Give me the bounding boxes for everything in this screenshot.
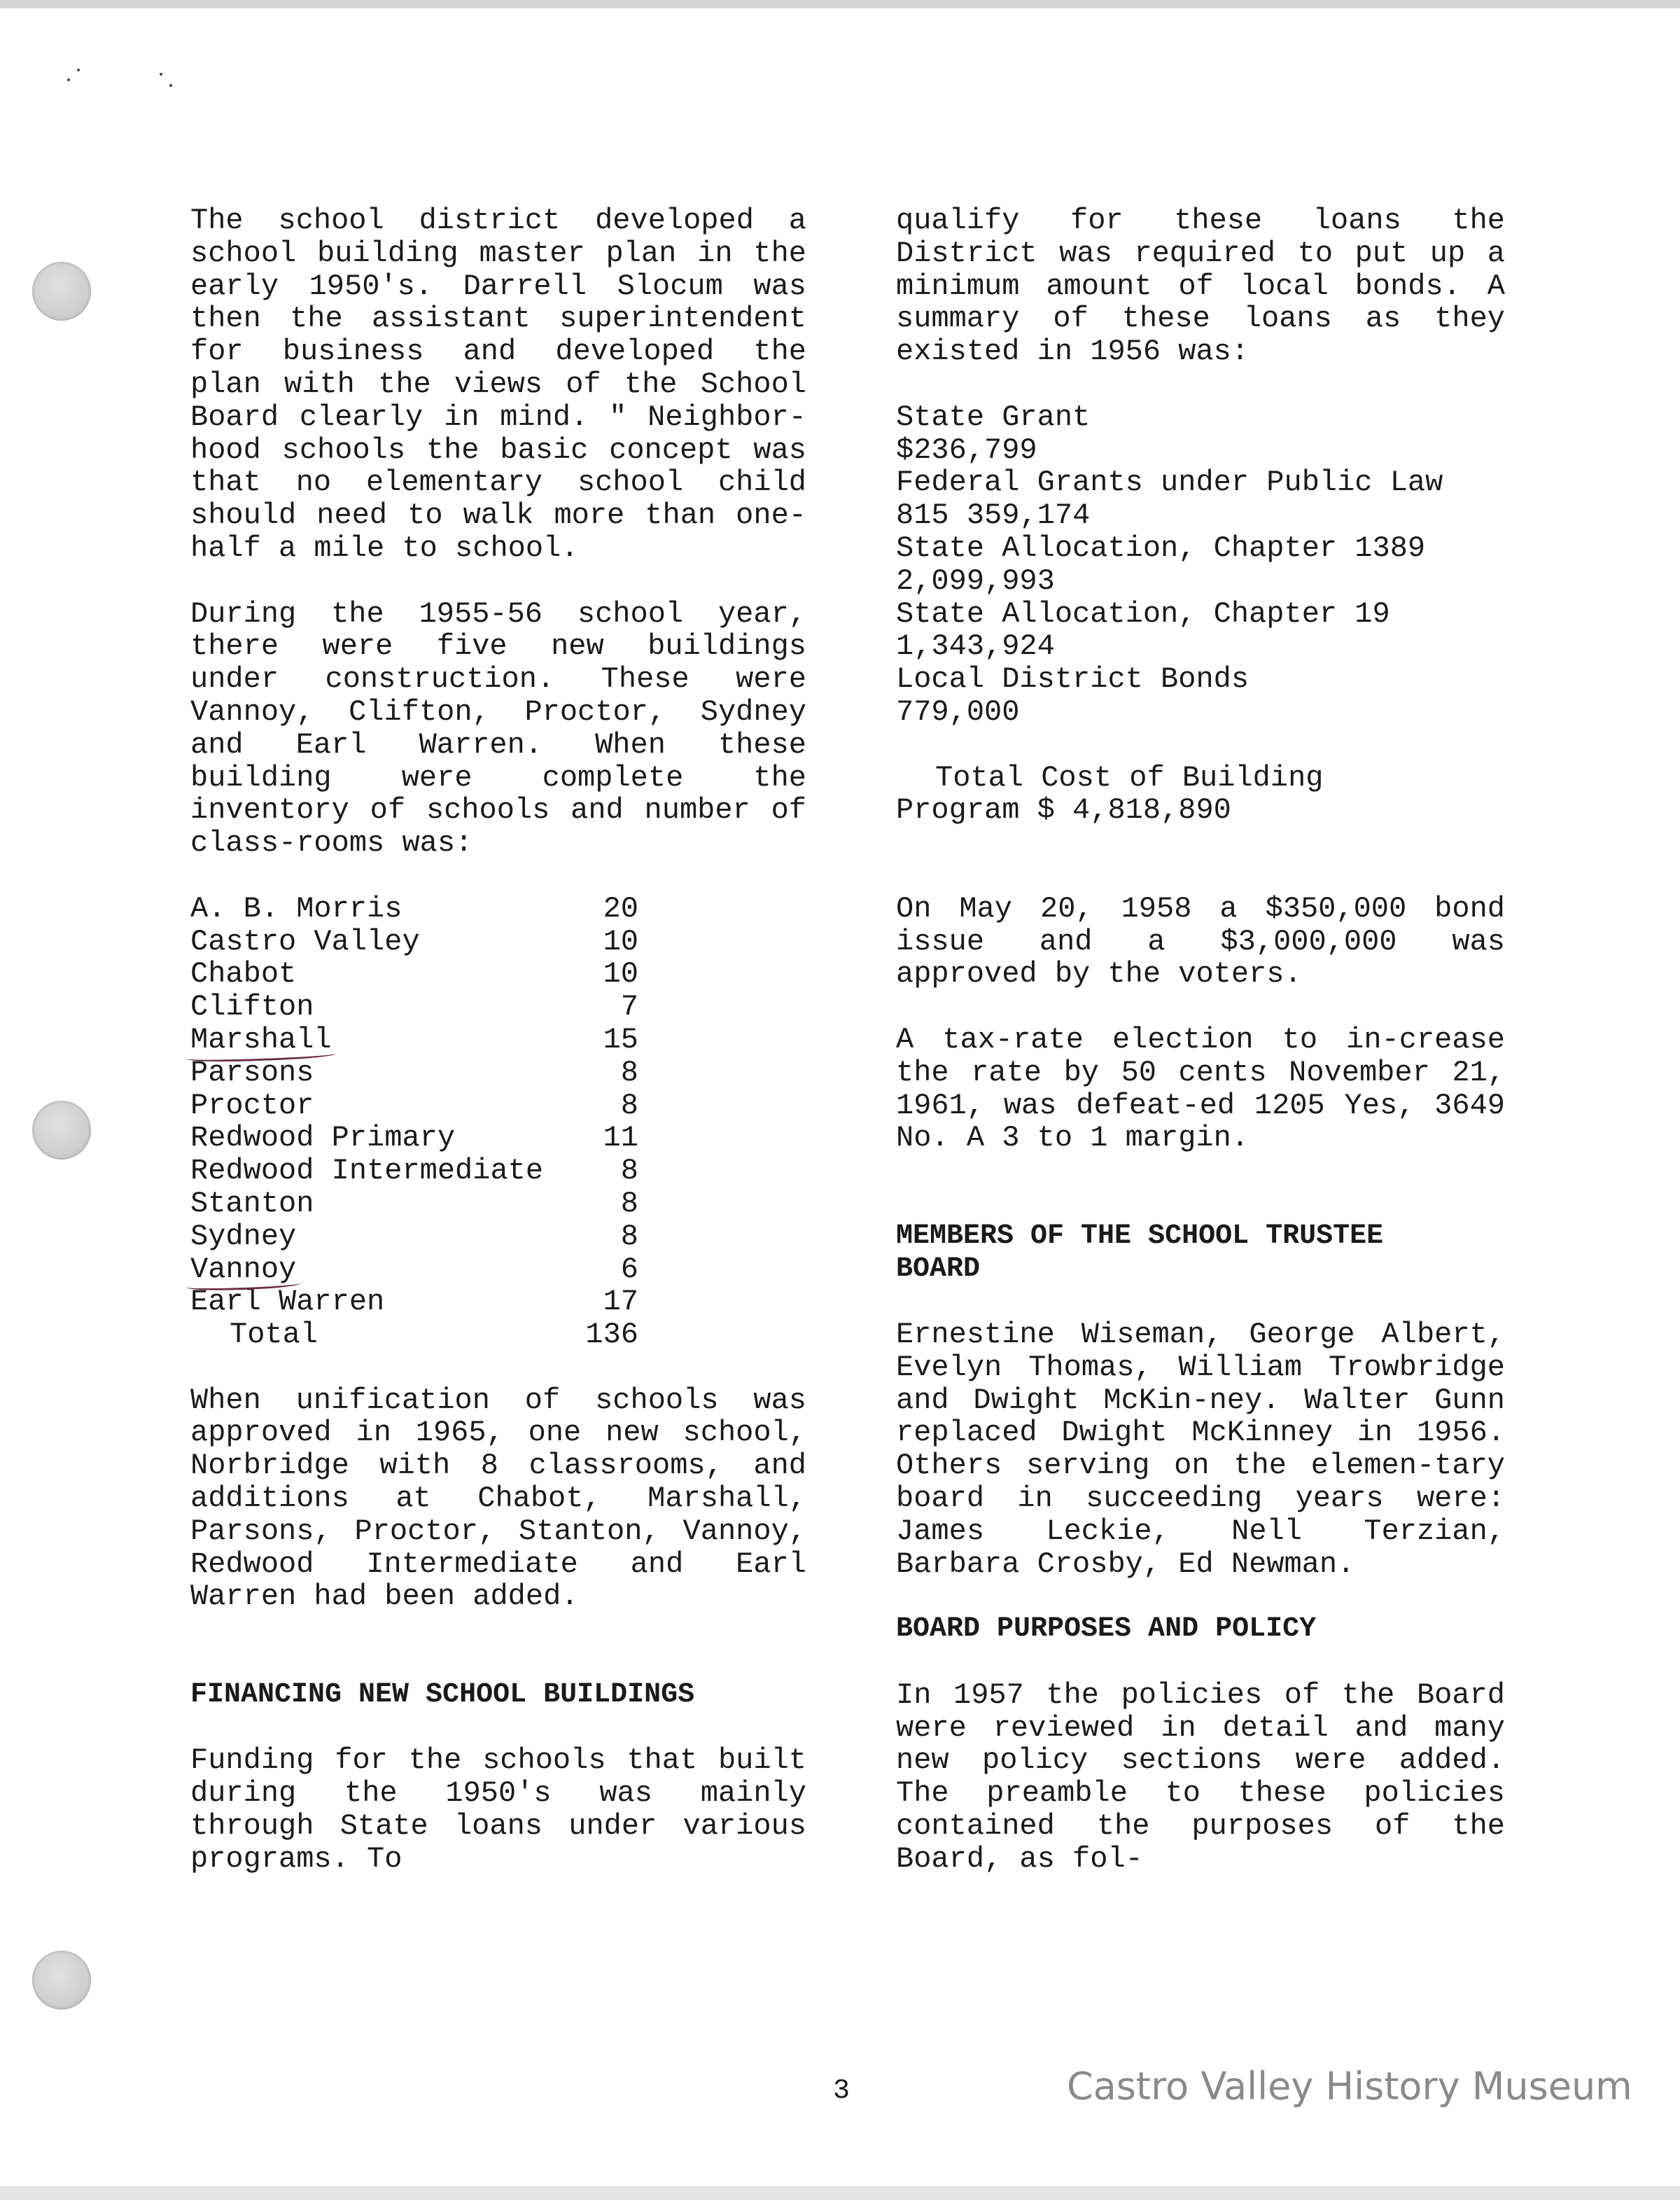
classroom-count: 20: [603, 891, 638, 926]
bond-issue-paragraph: On May 20, 1958 a $350,000 bond issue and a $3,000,000 was approved by the voters.: [896, 891, 1505, 991]
list-item: [896, 532, 1505, 598]
funding-amount: 2,099,993: [896, 564, 1055, 598]
funding-label: Local District Bonds: [896, 662, 1250, 697]
scan-speck: [169, 84, 172, 87]
classroom-count: 7: [620, 990, 638, 1024]
list-item: [190, 1057, 638, 1089]
members-paragraph: Ernestine Wiseman, George Albert, Evelyn Thomas, William Trowbridge and Dwight McKin-ney. Walter Gunn replaced Dwight McKinney in 1956. Others serving on the elemen-tary board in succeeding years were: James Leckie, Nell Terzian, Barbara Crosby, Ed Newman.: [896, 1318, 1505, 1581]
school-inventory-list: [190, 893, 806, 1351]
punch-hole-bottom: [32, 1951, 91, 2010]
classroom-count: 10: [603, 924, 638, 959]
school-name: Earl Warren: [190, 1285, 385, 1319]
classroom-count: 11: [603, 1121, 638, 1155]
funding-amount: 359,174: [966, 499, 1091, 533]
classroom-count: 8: [620, 1055, 638, 1089]
master-plan-paragraph: The school district developed a school building master plan in the early 1950's. Darrell Slocum was then the assistant superintendent for business and developed the plan with the views of the School Board clearly in mind. " Neighbor-hood schools the basic concept was that no elementary school child should need to walk more than one-half a mile to school.: [190, 204, 806, 565]
school-name: Redwood Primary: [190, 1121, 456, 1155]
funding-label: State Allocation, Chapter 19: [896, 597, 1390, 631]
purposes-heading: BOARD PURPOSES AND POLICY: [896, 1613, 1317, 1645]
list-item: [190, 893, 638, 926]
school-name-marked: Marshall: [190, 1022, 332, 1057]
list-item: [190, 1024, 638, 1057]
classroom-count: 8: [620, 1186, 638, 1220]
school-name: Castro Valley: [190, 924, 420, 959]
classroom-count: 10: [603, 957, 638, 991]
list-item: [190, 926, 638, 959]
list-item: [190, 1220, 638, 1253]
total-label: Total: [230, 1318, 318, 1352]
funding-label: State Grant: [896, 400, 1091, 434]
unification-paragraph: When unification of schools was approved in 1965, one new school, Norbridge with 8 classrooms, and additions at Chabot, Marshall, Parsons, Proctor, Stanton, Vannoy, Redwood Intermediate and Earl Warren had been added.: [190, 1383, 806, 1614]
list-item: [190, 1188, 638, 1220]
list-item: [190, 1253, 638, 1286]
museum-watermark: Castro Valley History Museum: [1067, 2064, 1632, 2108]
inventory-total-row: [190, 1318, 638, 1351]
classroom-count: 8: [620, 1154, 638, 1188]
list-item: [190, 958, 638, 991]
school-name: Sydney: [190, 1219, 297, 1253]
classroom-count: 17: [603, 1285, 638, 1319]
funding-amount: 1,343,924: [896, 629, 1055, 664]
funding-summary-list: [896, 401, 1505, 729]
scan-speck: [67, 78, 70, 81]
school-name: Parsons: [190, 1055, 314, 1089]
list-item: [896, 466, 1505, 532]
scan-top-edge: [0, 0, 1680, 8]
scan-bottom-edge: [0, 2186, 1680, 2200]
members-heading-line1: MEMBERS OF THE SCHOOL TRUSTEE: [896, 1220, 1384, 1252]
right-column: [896, 204, 1505, 1876]
classroom-count: 8: [620, 1088, 638, 1122]
list-item: [190, 1155, 638, 1188]
list-item: [896, 663, 1505, 729]
punch-hole-middle: [32, 1101, 91, 1160]
page-number: 3: [833, 2075, 850, 2107]
funding-amount: 779,000: [896, 695, 1020, 729]
total-program-line1: Total Cost of Building: [935, 760, 1324, 795]
construction-paragraph: During the 1955-56 school year, there were five new buildings under construction. These were Vannoy, Clifton, Proctor, Sydney and Earl Warren. When these building were complete the inventory of schools and number of class-rooms was:: [190, 597, 806, 861]
list-item: [190, 1122, 638, 1155]
scan-speck: [77, 69, 80, 71]
punch-hole-top: [32, 262, 91, 321]
total-value: 136: [585, 1318, 638, 1352]
scan-speck: [160, 73, 162, 76]
classroom-count: 15: [603, 1022, 638, 1057]
list-item: [190, 1089, 638, 1122]
school-name: Proctor: [190, 1088, 314, 1122]
loans-paragraph: qualify for these loans the District was required to put up a minimum amount of local bonds. A summary of these loans as they existed in 1956 was:: [896, 204, 1505, 369]
tax-rate-paragraph: A tax-rate election to in-crease the rate by 50 cents November 21, 1961, was defeat-ed 1205 Yes, 3649 No. A 3 to 1 margin.: [896, 1022, 1505, 1155]
funding-label: Federal Grants under Public Law 815: [896, 466, 1443, 533]
school-name: A. B. Morris: [190, 891, 402, 926]
policy-paragraph: In 1957 the policies of the Board were reviewed in detail and many new policy sections were added. The preamble to these policies contained the purposes of the Board, as fol-: [896, 1678, 1505, 1876]
school-name-marked: Vannoy: [190, 1252, 297, 1286]
classroom-count: 6: [620, 1252, 638, 1286]
funding-paragraph: Funding for the schools that built during the 1950's was mainly through State loans under various programs. To: [190, 1743, 806, 1876]
list-item: [190, 1286, 638, 1318]
classroom-count: 8: [620, 1219, 638, 1253]
school-name: Clifton: [190, 990, 314, 1024]
total-program-line2: Program $ 4,818,890: [896, 793, 1231, 828]
list-item: [896, 401, 1505, 467]
funding-amount: $236,799: [896, 433, 1037, 467]
school-name: Redwood Intermediate: [190, 1154, 544, 1188]
funding-label: State Allocation, Chapter 1389: [896, 531, 1426, 565]
list-item: [896, 598, 1505, 664]
list-item: [190, 991, 638, 1024]
financing-heading: FINANCING NEW SCHOOL BUILDINGS: [190, 1678, 695, 1711]
school-name: Stanton: [190, 1186, 314, 1220]
members-heading-line2: BOARD: [896, 1253, 981, 1285]
school-name: Chabot: [190, 957, 297, 991]
left-column: [190, 204, 806, 1876]
